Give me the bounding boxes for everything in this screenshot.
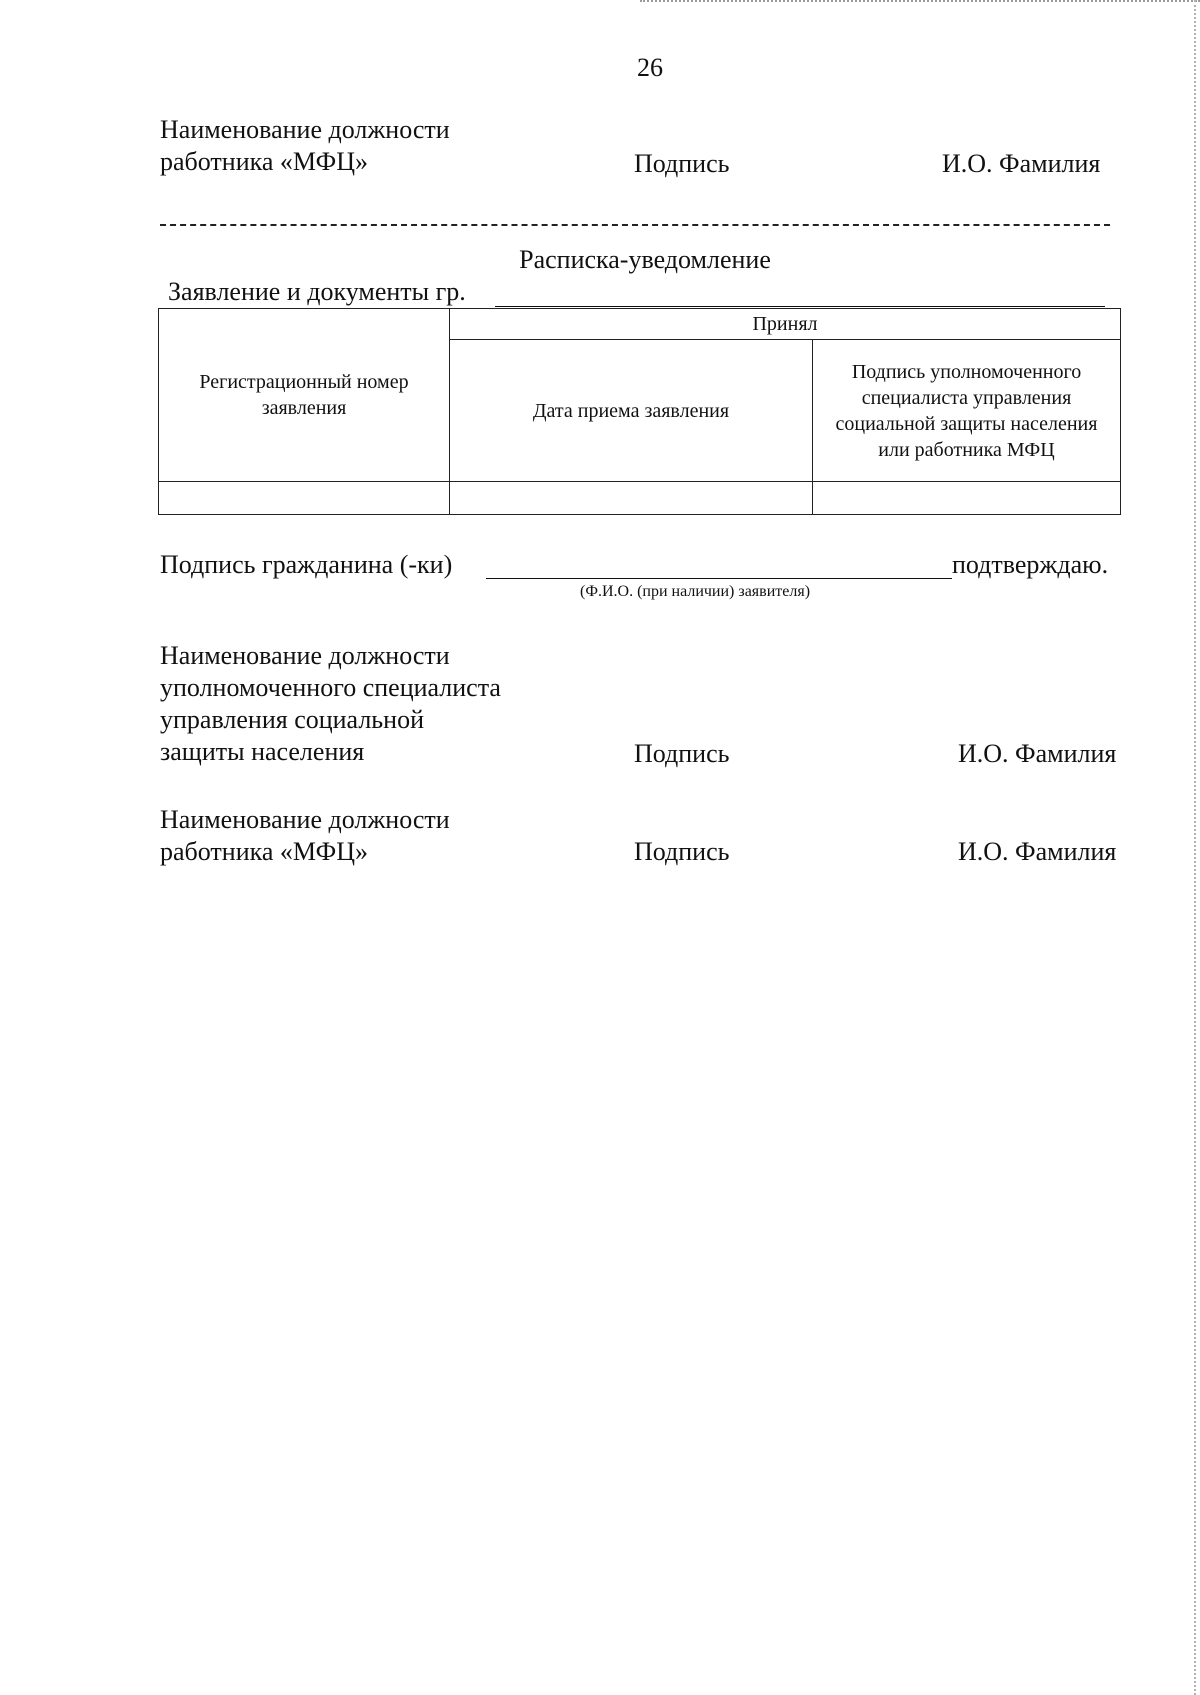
applicant-label: Заявление и документы гр. (168, 277, 466, 306)
specialist-name-label: И.О. Фамилия (958, 739, 1117, 768)
citizen-signature-line[interactable] (486, 578, 952, 579)
top-name-label: И.О. Фамилия (942, 149, 1101, 178)
page-number: 26 (637, 53, 663, 82)
page-edge-top (640, 0, 1200, 2)
receipt-table (158, 308, 1120, 512)
page-edge-right (1194, 0, 1196, 1695)
mfc-position-title: Наименование должности работника «МФЦ» (160, 805, 450, 866)
specialist-signature-label: Подпись (634, 739, 730, 768)
receipt-title: Расписка-уведомление (519, 245, 771, 274)
fio-hint: (Ф.И.О. (при наличии) заявителя) (580, 583, 811, 600)
mfc-name-label: И.О. Фамилия (958, 837, 1117, 866)
header-accepted: Принял (450, 309, 1121, 340)
header-specialist-signature: Подпись уполномоченного специалиста управления социальной защиты населения или работника МФЦ (813, 340, 1121, 482)
cut-line (160, 224, 1110, 226)
specialist-position-title: Наименование должности уполномоченного специалиста управления социальной защиты населения (160, 641, 501, 766)
cell-acceptance-date[interactable] (450, 482, 813, 515)
citizen-signature-label: Подпись гражданина (-ки) (160, 550, 453, 579)
mfc-signature-label: Подпись (634, 837, 730, 866)
cell-registration-number[interactable] (159, 482, 450, 515)
top-position-title: Наименование должности работника «МФЦ» (160, 115, 450, 176)
cell-specialist-signature[interactable] (813, 482, 1121, 515)
header-registration-number: Регистрационный номер заявления (159, 309, 450, 482)
top-signature-label: Подпись (634, 149, 730, 178)
header-acceptance-date: Дата приема заявления (450, 340, 813, 482)
confirm-text: подтверждаю. (952, 550, 1109, 579)
applicant-name-line[interactable] (495, 306, 1105, 307)
